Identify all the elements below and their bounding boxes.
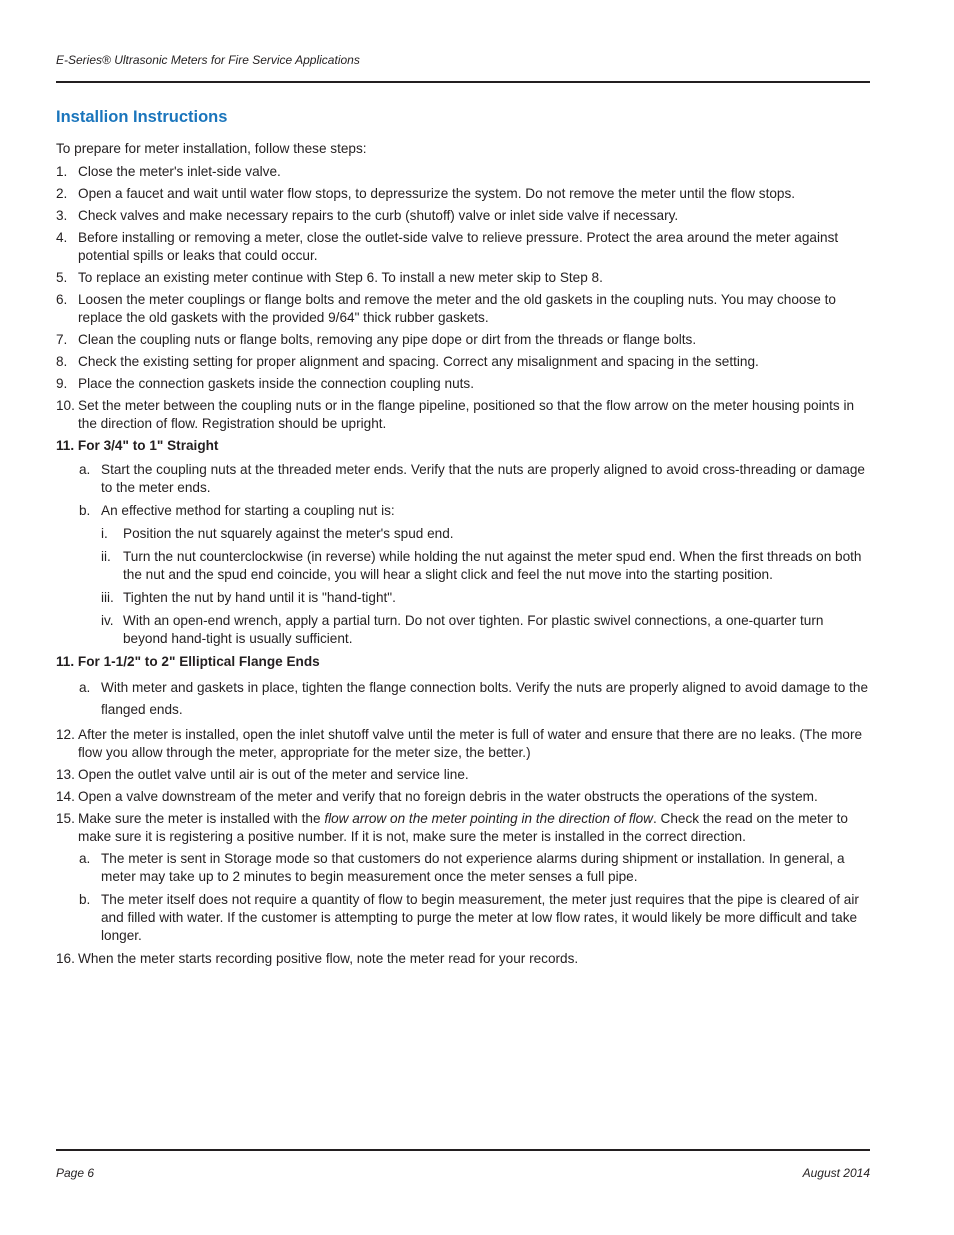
step-15-b <box>56 891 870 945</box>
list-label: b. <box>79 503 91 518</box>
step-item <box>56 269 870 287</box>
list-text: Close the meter's inlet-side valve. <box>78 164 281 179</box>
step-11-flange-a <box>56 677 870 721</box>
list-text: Check valves and make necessary repairs to the curb (shutoff) valve or inlet side valve if necessary. <box>78 208 679 223</box>
list-text: An effective method for starting a coupling nut is: <box>101 503 395 518</box>
roman-sub-item <box>56 525 870 543</box>
list-text: Loosen the meter couplings or flange bolts and remove the meter and the old gaskets in the coupling nuts. You may choose to replace the old gaskets with the provided 9/64" thick rubber gaskets. <box>78 292 836 325</box>
list-text: Place the connection gaskets inside the connection coupling nuts. <box>78 376 474 391</box>
list-text: With meter and gaskets in place, tighten the flange connection bolts. Verify the nuts are properly aligned to avoid damage to the flanged ends. <box>101 680 869 717</box>
step-15 <box>56 810 870 846</box>
step-text: When the meter starts recording positive flow, note the meter read for your records. <box>78 951 579 966</box>
step-16 <box>56 950 870 968</box>
step-15-a <box>56 850 870 886</box>
steps-list-12-14 <box>56 726 870 806</box>
list-label: 14. <box>56 789 75 804</box>
step-item <box>56 788 870 806</box>
list-text: Position the nut squarely against the meter's spud end. <box>123 526 454 541</box>
list-text: Open the outlet valve until air is out of the meter and service line. <box>78 767 469 782</box>
step-number: 15. <box>56 811 75 826</box>
list-label: 13. <box>56 767 75 782</box>
step-item <box>56 726 870 762</box>
roman-sub-item <box>56 612 870 648</box>
steps-list-1-10 <box>56 163 870 433</box>
section-title: Installion Instructions <box>56 108 228 126</box>
step-item <box>56 185 870 203</box>
step-15-text-italic: flow arrow on the meter pointing in the direction of flow <box>324 811 653 826</box>
roman-sub-item <box>56 548 870 584</box>
list-text: Open a faucet and wait until water flow stops, to depressurize the system. Do not remove the meter until the flow stops. <box>78 186 796 201</box>
list-label: a. <box>79 462 91 477</box>
step-item <box>56 766 870 784</box>
roman-sub-item <box>56 589 870 607</box>
list-label: ii. <box>101 549 111 564</box>
list-text: Open a valve downstream of the meter and verify that no foreign debris in the water obstructs the operations of the system. <box>78 789 818 804</box>
list-text: Turn the nut counterclockwise (in reverse) while holding the nut against the meter spud end. When the first threads on both the nut and the spud end coincide, you will hear a slight click and feel the nut move into the starting position. <box>123 549 862 582</box>
running-header: E-Series® Ultrasonic Meters for Fire Service Applications <box>56 53 360 67</box>
roman-sublist <box>56 525 870 648</box>
step-item <box>56 229 870 265</box>
list-text: After the meter is installed, open the inlet shutoff valve until the meter is full of water and ensure that there are no leaks. (The more flow you allow through the meter, appropriate for the meter size, the better.) <box>78 727 863 760</box>
list-label: 9. <box>56 376 68 391</box>
step-item <box>56 375 870 393</box>
list-text: Check the existing setting for proper alignment and spacing. Correct any misalignment and spacing in the setting. <box>78 354 759 369</box>
list-label: a. <box>79 851 91 866</box>
list-text: Set the meter between the coupling nuts or in the flange pipeline, positioned so that the flow arrow on the meter housing points in the direction of flow. Registration should be upright. <box>78 398 855 431</box>
step-item <box>56 397 870 433</box>
intro-text: To prepare for meter installation, follow these steps: <box>56 141 367 156</box>
list-label: 7. <box>56 332 68 347</box>
list-text: Clean the coupling nuts or flange bolts, removing any pipe dope or dirt from the threads or flange bolts. <box>78 332 697 347</box>
step-item <box>56 353 870 371</box>
footer-divider <box>56 1149 870 1151</box>
list-text: Start the coupling nuts at the threaded meter ends. Verify that the nuts are properly aligned to avoid cross-threading or damage to the meter ends. <box>101 462 865 495</box>
header-divider <box>56 81 870 83</box>
list-label: i. <box>101 526 108 541</box>
step-item <box>56 163 870 181</box>
list-text: To replace an existing meter continue with Step 6. To install a new meter skip to Step 8. <box>78 270 603 285</box>
page-number: Page 6 <box>56 1166 95 1180</box>
list-text: The meter is sent in Storage mode so that customers do not experience alarms during shipment or installation. In general, a meter may take up to 2 minutes to begin measurement once the meter senses a full pipe. <box>101 851 845 884</box>
step-item <box>56 331 870 349</box>
step-11-flange-heading: 11. For 1-1/2" to 2" Elliptical Flange Ends <box>56 654 320 669</box>
list-label: 4. <box>56 230 68 245</box>
step-11-straight-a <box>56 461 870 497</box>
step-11-straight-heading: 11. For 3/4" to 1" Straight <box>56 438 219 453</box>
step-15-text-post: . Check the read on the meter to make sure it is registering a positive number. If it is not, make sure the meter is installed in the correct direction. <box>78 811 848 844</box>
list-label: iv. <box>101 613 114 628</box>
list-text: The meter itself does not require a quantity of flow to begin measurement, the meter just requires that the pipe is cleared of air and filled with water. If the customer is attempting to purge the meter at low flow rates, it would likely be more difficult and take longer. <box>101 892 859 943</box>
list-label: 10. <box>56 398 75 413</box>
step-15-text-pre: Make sure the meter is installed with the <box>78 811 325 826</box>
list-text: With an open-end wrench, apply a partial turn. Do not over tighten. For plastic swivel connections, a one-quarter turn beyond hand-tight is usually sufficient. <box>123 613 824 646</box>
list-label: 6. <box>56 292 68 307</box>
step-number: 16. <box>56 951 75 966</box>
publication-date: August 2014 <box>802 1166 870 1180</box>
step-item <box>56 291 870 327</box>
list-label: a. <box>79 680 91 695</box>
list-label: 12. <box>56 727 75 742</box>
list-label: 8. <box>56 354 68 369</box>
list-label: 3. <box>56 208 68 223</box>
list-text: Tighten the nut by hand until it is "hand-tight". <box>123 590 396 605</box>
step-11-straight-b <box>56 502 870 520</box>
list-text: Before installing or removing a meter, close the outlet-side valve to relieve pressure. Protect the area around the meter against potential spills or leaks that could occur. <box>78 230 839 263</box>
step-item <box>56 207 870 225</box>
list-label: 2. <box>56 186 68 201</box>
list-label: b. <box>79 892 91 907</box>
list-label: 1. <box>56 164 68 179</box>
list-label: iii. <box>101 590 114 605</box>
list-label: 5. <box>56 270 68 285</box>
instructions-body <box>56 140 870 972</box>
